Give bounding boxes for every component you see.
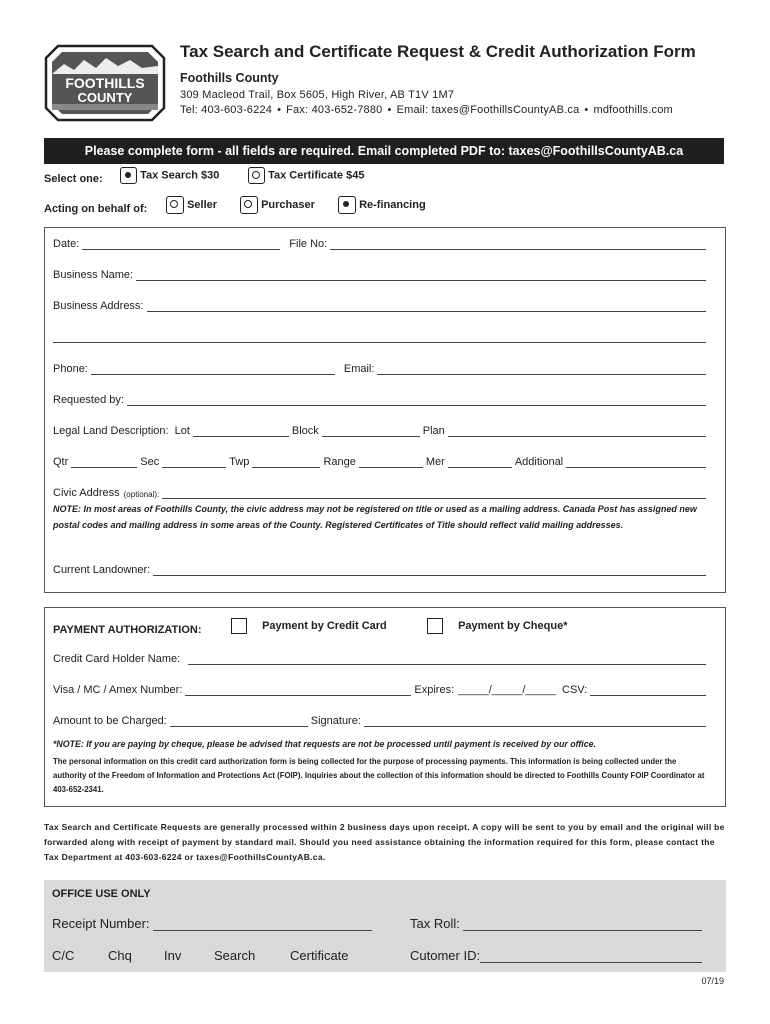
signature-label: Signature: (310, 715, 361, 727)
org-address: 309 Macleod Trail, Box 5605, High River, AB T1V 1M7 (180, 89, 455, 101)
receipt-label: Receipt Number: (52, 916, 150, 931)
inv-label: Inv (164, 948, 182, 963)
purchaser-radio[interactable] (240, 196, 258, 214)
landowner-label: Current Landowner: (53, 564, 151, 576)
select-one-label: Select one: (44, 173, 103, 185)
form-title: Tax Search and Certificate Request & Credit Authorization Form (180, 42, 696, 61)
mer-field[interactable] (448, 457, 512, 468)
office-use-title: OFFICE USE ONLY (52, 888, 151, 900)
processing-info: Tax Search and Certificate Requests are generally processed within 2 business days upon receipt. A copy will be sent to you by email and the original will be forwarded along with receipt of payment by standard mail. Should you need assistance obtaining the information required for this form, please contact the Tax Department at 403-603-6224 or taxes@FoothillsCountyAB.ca. (44, 822, 725, 862)
office-use-box (44, 880, 726, 972)
tax-search-label: Tax Search $30 (140, 169, 220, 182)
block-label: Block (291, 425, 319, 437)
card-number-field[interactable] (185, 685, 411, 696)
receipt-field[interactable] (153, 920, 372, 931)
requested-by-field[interactable] (127, 395, 706, 406)
qtr-label: Qtr (53, 456, 69, 468)
qtr-field[interactable] (71, 457, 137, 468)
range-label: Range (323, 456, 356, 468)
lot-label: Lot (174, 425, 190, 437)
tax-roll-row (410, 916, 702, 931)
civic-address-row (53, 487, 709, 499)
chq-label: Chq (108, 948, 132, 963)
business-address-label: Business Address: (53, 300, 144, 312)
cheque-label: Payment by Cheque* (458, 619, 568, 632)
org-contact (180, 104, 673, 116)
payment-authorization-box (44, 607, 726, 807)
range-field[interactable] (359, 457, 423, 468)
business-address-field-2[interactable] (53, 332, 706, 343)
plan-label: Plan (422, 425, 445, 437)
org-name: Foothills County (180, 71, 279, 85)
credit-card-checkbox[interactable] (231, 618, 247, 634)
expires-label: Expires: (414, 684, 455, 696)
file-no-field[interactable] (330, 239, 706, 250)
card-holder-row (53, 653, 709, 665)
card-holder-field[interactable] (188, 654, 706, 665)
refinancing-label: Re-financing (359, 198, 426, 211)
seller-option[interactable] (166, 196, 217, 214)
business-address-field[interactable] (147, 301, 707, 312)
web-link[interactable]: mdfoothills.com (593, 104, 673, 116)
credit-card-option[interactable] (231, 618, 387, 634)
card-number-label: Visa / MC / Amex Number: (53, 684, 183, 696)
instructions-banner: Please complete form - all fields are required. Email completed PDF to: taxes@FoothillsCountyAB.ca (44, 138, 724, 164)
bullet: • (584, 104, 589, 116)
svg-text:COUNTY: COUNTY (77, 90, 133, 105)
purchaser-option[interactable] (240, 196, 315, 214)
tax-certificate-radio[interactable] (248, 167, 265, 184)
requested-by-row (53, 394, 709, 406)
block-field[interactable] (322, 426, 420, 437)
civic-address-label: Civic Address (53, 487, 120, 499)
tax-search-option[interactable] (120, 167, 219, 184)
request-details-box (44, 227, 726, 593)
business-name-label: Business Name: (53, 269, 134, 281)
bullet: • (277, 104, 282, 116)
credit-card-label: Payment by Credit Card (262, 619, 387, 632)
tel-text: Tel: 403-603-6224 (180, 104, 273, 116)
seller-label: Seller (187, 198, 218, 211)
phone-field[interactable] (91, 364, 335, 375)
csv-label: CSV: (562, 684, 588, 696)
additional-label: Additional (514, 456, 564, 468)
refinancing-option[interactable] (338, 196, 426, 214)
date-field[interactable] (82, 239, 280, 250)
seller-radio[interactable] (166, 196, 184, 214)
expires-field[interactable]: _____/_____/_____ (458, 684, 557, 696)
tax-certificate-label: Tax Certificate $45 (268, 169, 365, 182)
signature-field[interactable] (364, 716, 706, 727)
customer-id-row (410, 948, 702, 963)
sec-label: Sec (140, 456, 160, 468)
requested-by-label: Requested by: (53, 394, 124, 406)
svg-text:FOOTHILLS: FOOTHILLS (65, 75, 145, 91)
customer-id-label: Cutomer ID: (410, 948, 481, 963)
civic-address-note: NOTE: In most areas of Foothills County, the civic address may not be registered on title or used as a mailing address. Canada Post has assigned new postal codes and mailing address in some areas of the County. Registered Certificates of Title should reflect valid mailing addresses. (53, 504, 697, 530)
tax-roll-label: Tax Roll: (410, 916, 460, 931)
cc-label: C/C (52, 948, 75, 963)
twp-field[interactable] (252, 457, 320, 468)
legal-land-label: Legal Land Description: (53, 425, 169, 437)
receipt-row (52, 916, 372, 931)
landowner-row (53, 564, 709, 576)
purchaser-label: Purchaser (261, 198, 315, 211)
search-label: Search (214, 948, 256, 963)
additional-field[interactable] (566, 457, 706, 468)
fax-text: Fax: 403-652-7880 (286, 104, 383, 116)
optional-label: (optional): (123, 490, 160, 499)
foothills-county-logo (44, 44, 166, 122)
form-version: 07/19 (701, 976, 724, 986)
cheque-checkbox[interactable] (427, 618, 443, 634)
date-file-row (53, 238, 709, 250)
file-no-label: File No: (289, 238, 328, 250)
qtr-sec-row (53, 456, 709, 468)
cheque-option[interactable] (427, 618, 567, 634)
bullet: • (387, 104, 392, 116)
privacy-notice: The personal information on this credit card authorization form is being collected for the purpose of processing payments. This information is being collected under the authority of the Freedom of Information and Protections Act (FOIP). Inquiries about the collection of this information should be directed to Foothills County FOIP Coordinator at 403-652-2341. (53, 757, 705, 794)
cheque-note: *NOTE: If you are paying by cheque, please be advised that requests are not be processed until payment is received by our office. (53, 739, 596, 749)
amount-label: Amount to be Charged: (53, 715, 167, 727)
civic-address-field[interactable] (162, 488, 706, 499)
twp-label: Twp (229, 456, 250, 468)
tax-certificate-option[interactable] (248, 167, 364, 184)
behalf-label: Acting on behalf of: (44, 203, 148, 215)
customer-id-field[interactable] (480, 952, 702, 963)
business-address-row (53, 300, 709, 312)
landowner-field[interactable] (153, 565, 706, 576)
lot-field[interactable] (193, 426, 289, 437)
csv-field[interactable] (590, 685, 706, 696)
sec-field[interactable] (162, 457, 226, 468)
card-holder-label: Credit Card Holder Name: (53, 653, 181, 665)
date-label: Date: (53, 238, 80, 250)
amount-field[interactable] (170, 716, 308, 727)
tax-roll-field[interactable] (463, 920, 702, 931)
business-name-field[interactable] (136, 270, 706, 281)
tax-search-radio[interactable] (120, 167, 137, 184)
email-label: Email: (343, 363, 375, 375)
legal-land-row (53, 425, 709, 437)
payment-title: PAYMENT AUTHORIZATION: (53, 624, 202, 636)
business-address-row-2 (53, 332, 709, 343)
email-field[interactable] (377, 364, 706, 375)
business-name-row (53, 269, 709, 281)
phone-email-row (53, 363, 709, 375)
refinancing-radio[interactable] (338, 196, 356, 214)
mer-label: Mer (425, 456, 445, 468)
certificate-label: Certificate (290, 948, 349, 963)
card-number-row (53, 684, 709, 696)
plan-field[interactable] (448, 426, 706, 437)
phone-label: Phone: (53, 363, 88, 375)
email-link[interactable]: Email: taxes@FoothillsCountyAB.ca (396, 104, 580, 116)
amount-signature-row (53, 715, 709, 727)
